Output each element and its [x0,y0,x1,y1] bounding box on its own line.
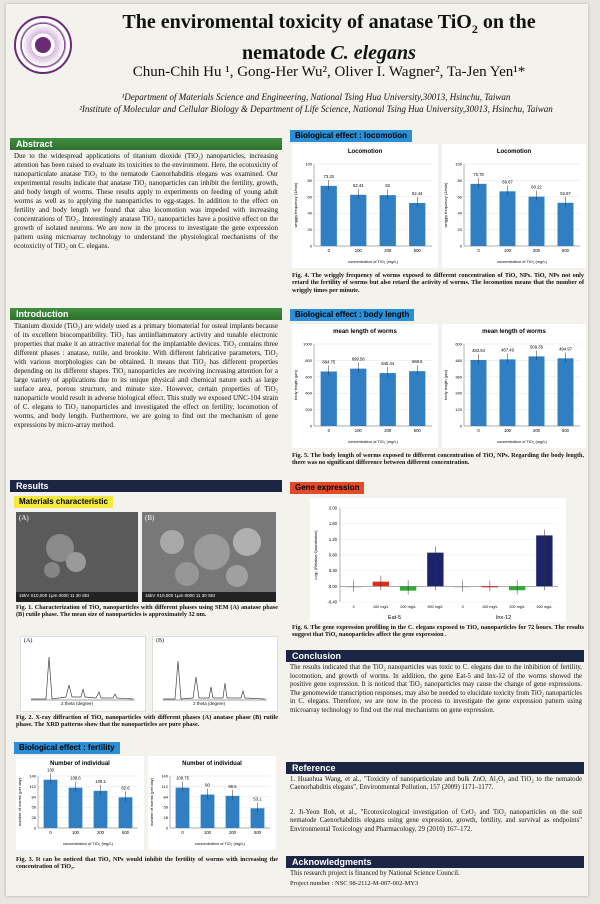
y-tick-label: 0 [309,243,312,249]
x-tick-label: 200 [533,428,540,433]
y-tick-label: 360 [455,374,462,380]
y-tick-label: 0 [459,243,462,249]
x-tick-label: 0 [49,830,52,835]
y-axis-label: Log₂ (Relative Quantitation) [313,530,318,580]
y-tick-label: 84 [163,794,168,800]
data-label: 100.1 [95,778,106,784]
bar [350,369,366,426]
data-label: 60.22 [531,184,542,190]
x-axis-label: concentration of TiO₂ (mg/L) [496,259,548,264]
x-tick-label: 0 [327,428,330,433]
x-tick-label: 0 [181,830,184,835]
sem-footer-a: 15kV X10,000 1μm 0000 11 30 SEI [19,593,90,598]
fertility-chart-right [148,756,276,850]
x-tick-label: 200 [533,248,540,253]
chart-title: mean length of worms [333,329,397,335]
y-tick-label: 0.00 [328,583,337,589]
bodylength-label: Biological effect : body length [290,309,414,321]
locomotion-chart-right-panel [442,144,586,268]
bar [226,796,240,828]
poster [6,4,588,896]
sem-texture-a [16,512,138,602]
data-label: 130 [47,767,54,773]
bar [321,186,337,246]
bar [94,791,108,828]
xrd-a-svg [21,637,145,711]
sem-image-rutile [142,512,276,602]
x-tick-label: 100 [204,830,211,835]
bar [350,195,366,246]
bar [321,371,337,426]
y-axis-label: number of worms (per day) [17,777,22,827]
y-tick-label: 0 [33,825,36,831]
sem-footer-b: 15kV X10,000 1μm 0000 11 30 SEI [145,593,216,598]
y-tick-label: 60 [457,194,462,200]
chart-title: Locomotion [496,149,532,155]
introduction-heading: Introduction [10,308,282,320]
data-label: 62.44 [353,182,364,188]
authors: Chun-Chih Hu ¹, Gong-Her Wu², Oliver I. Wagner², Ta-Jen Yen¹* [132,64,526,80]
y-axis-label: body length (μm) [443,369,448,401]
bar [471,184,487,246]
x-axis-label: concentration of TiO₂ (mg/L) [496,439,548,444]
y-tick-label: 20 [457,227,462,233]
x-tick-label: 100 [72,830,79,835]
y-tick-label: 400 [305,390,312,396]
bar [500,359,516,426]
fig3-caption: Fig. 3. It can be noticed that TiO₂ NPs would inhibit the fertility of worms with increasing the concentration of TiO₂. [16,856,278,871]
affiliation-2: ²Institute of Molecular and Cellular Biology & Department of Life Science, National Tsing Hua University,30013, Hsinchu, Taiwan [79,104,553,114]
y-tick-label: 600 [455,341,462,347]
x-tick-label: 0 [327,248,330,253]
y-tick-label: -0.40 [327,599,337,605]
x-axis-label: concentration of TiO₂ (mg/L) [347,439,399,444]
x-axis-label: concentration of TiO₂ (mg/L) [194,841,246,846]
data-label: 108.75 [176,775,189,781]
x-tick-label: 500 [413,428,421,433]
acknowledgments-heading: Acknowledgments [286,856,584,868]
y-tick-label: 140 [161,773,168,779]
y-tick-label: 0 [165,825,168,831]
xrd-label-b: (B) [156,638,164,644]
x-tick-label: 500 mg/L [427,605,444,609]
chart-title: Locomotion [347,149,383,155]
results-heading: Results [10,480,282,492]
gene-expression-chart [310,498,566,622]
xrd-plot-anatase [20,636,146,712]
xrd-label-a: (A) [24,638,33,644]
bar [409,203,425,246]
xrd-xlabel-a: 2 theta (degree) [61,701,94,706]
y-tick-label: 20 [307,227,312,233]
locomotion-chart-left [292,144,438,268]
data-label: 645.44 [381,361,395,367]
data-label: 73.33 [323,173,334,179]
fertility-chart-left [16,756,144,850]
y-tick-label: 80 [307,177,312,183]
x-tick-label: 500 mg/L [536,605,553,609]
x-axis-label: concentration of TiO₂ (mg/L) [62,841,114,846]
sem-texture-b [142,512,276,602]
gene-expression-chart-panel [310,498,566,622]
poster-title: The enviromental toxicity of anatase TiO$_2$ on the nematode C. elegans [122,11,536,64]
data-label: 483.54 [472,347,485,353]
fig2-caption: Fig. 2. X-ray diffraction of TiO₂ nanoparticles with different phases (A) anatase phase (B) rutile phase. The XRD patterns show that the nanoparticles are pure phase. [16,714,278,729]
x-tick-label: 100 [354,428,362,433]
data-label: 82.6 [121,785,130,791]
bodylength-chart-right-panel [442,324,586,448]
acknowledgments-project: Project number : NSC 98-2112-M-007-002-MY3 [290,880,419,887]
chart-title: Number of individual [50,761,110,767]
bar [558,203,574,246]
y-tick-label: 100 [305,161,312,167]
x-tick-label: 500 [413,248,421,253]
reference-2: 2. Ji-Yeon Roh, et al., "Ecotoxicological investigation of CeO₂ and TiO₂ nanoparticles on the soil nematode Caenorhabditis elegans using gene expression, growth, fertility, and survival as endpoints" Environmental Toxicology and Pharmacology, 29 (2010) 167–172. [290,809,582,833]
locomotion-chart-right [442,144,586,268]
data-label: 66.67 [502,179,513,185]
group-label: Eat-5 [387,615,402,621]
y-tick-label: 800 [305,357,312,363]
bar [176,788,190,828]
x-tick-label: 200 [384,428,392,433]
y-tick-label: 2.00 [328,505,337,511]
y-tick-label: 480 [455,357,462,363]
bar [529,356,545,426]
y-tick-label: 40 [307,210,312,216]
bar [119,797,133,828]
y-tick-label: 0.40 [328,568,337,574]
materials-characteristic-label: Materials characteristic [14,496,113,508]
data-label: 509.35 [530,344,543,350]
bar [558,358,574,426]
x-tick-label: 200 [384,248,392,253]
abstract-heading: Abstract [10,138,282,150]
x-tick-label: 0 [461,605,464,609]
abstract-text: Due to the widespread applications of titanium dioxide (TiO₂) nanoparticles, increasing attention has been raised to evaluate its toxicities to the environment. Here, the ecotoxicity of nanoparticulate anatase TiO₂ to the nematode Caenorhabditis elegans was examined. Our experimental results indicate that anatase TiO₂ nanoparticles can inhibit the fertility, growth, and body length of worms. These results apply to experiments on feeding of young adult worms as well as to applying the nanoparticles to egg-stages. In addition to the effect on fertility and body length we found that also locomotion was impeded with increasing concentrations of TiO₂. Interestingly anatase TiO₂ nanoparticles have a positive effect on the growth of isolated neurons. We are now in the process to investigate the gene expression pattern using microarray technology to understand the physiological mechanisms of the ecotoxicity of TiO₂ on C. elegans. [14,152,278,250]
y-tick-label: 1.60 [328,521,337,527]
y-axis-label: wriggly frequency (1/min) [293,182,298,228]
bar [201,795,215,828]
y-tick-label: 120 [455,407,462,413]
xrd-xlabel-b: 2 theta (degree) [193,701,226,706]
data-label: 52.67 [560,190,571,196]
gene-expression-label: Gene expression [290,482,364,494]
y-tick-label: 240 [455,390,462,396]
sem-image-anatase [16,512,138,602]
bodylength-chart-left [292,324,438,448]
y-tick-label: 0 [459,423,462,429]
y-tick-label: 56 [31,804,36,810]
x-tick-label: 200 [229,830,236,835]
x-tick-label: 200 [97,830,104,835]
x-tick-label: 100 [354,248,362,253]
fig4-caption: Fig. 4. The wriggly frequency of worms exposed to different concentration of TiO₂ NPs. TiO₂ NPs not only retard the fertility of worms but also retard the activity of worms. The locomotion means that the number of wriggly times per minute. [292,272,584,294]
x-tick-label: 100 [504,428,511,433]
data-label: 699.56 [351,356,365,362]
bar [500,191,516,246]
x-tick-label: 100 [504,248,511,253]
bar [380,373,396,426]
data-label: 494.97 [559,346,572,352]
x-tick-label: 0 [477,428,480,433]
y-tick-label: 28 [163,815,168,821]
bar [471,360,487,426]
y-tick-label: 140 [29,773,36,779]
data-label: 90 [205,782,210,788]
x-tick-label: 200 mg/L [509,605,526,609]
y-tick-label: 112 [161,783,168,789]
x-tick-label: 100 mg/L [481,605,498,609]
data-label: 86.5 [228,783,237,789]
data-label: 52.44 [412,190,423,196]
x-tick-label: 500 [562,248,569,253]
y-tick-label: 200 [305,407,312,413]
locomotion-label: Biological effect : locomotion [290,130,412,142]
y-tick-label: 112 [29,783,36,789]
conclusion-text: The results indicated that the TiO₂ nanoparticles was toxic to C. elegans due to the inhibition of fertility, locomotion, and growth of worms. In addition, the gene Eat-5 and Inx-12 of the worms showed the positive gene expression. It is noticed that TiO₂ nanoparticles may cause the change of gene expressions. The genomewide transcription responses, may also be needed to elucidate toxicity from TiO₂ nanoparticles in C. elegans. Therefore, we are now in the process to investigate the gene expression pattern using microarray technology to find out the real mechanisms on gene expression. [290,664,582,714]
data-label: 487.49 [501,347,514,353]
conclusion-heading: Conclusion [286,650,584,662]
y-axis-label: wriggly frequency (1/min) [443,182,448,228]
bodylength-chart-left-panel [292,324,438,448]
fertility-chart-right-panel [148,756,276,850]
affiliation-1: ¹Department of Materials Science and Engineering, National Tsing Hua University,30013, Hsinchu, Taiwan [121,92,511,102]
y-tick-label: 80 [457,177,462,183]
data-label: 664.75 [322,359,336,365]
acknowledgments-text: This research project is financed by National Science Council. [290,870,460,877]
y-tick-label: 56 [163,804,168,810]
bar [529,197,545,246]
bar [44,780,58,828]
x-tick-label: 500 [122,830,129,835]
fertility-chart-left-panel [16,756,144,850]
data-label: 62 [385,183,391,189]
bodylength-chart-right [442,324,586,448]
y-tick-label: 1.20 [328,536,337,542]
fig5-caption: Fig. 5. The body length of worms exposed to different concentration of TiO₂ NPs. Regarding the body length, there was no significant difference between different concentration. [292,452,584,467]
y-tick-label: 28 [31,815,36,821]
bar [380,195,396,246]
y-tick-label: 0.80 [328,552,337,558]
bar [409,371,425,426]
xrd-b-svg [153,637,277,711]
y-tick-label: 600 [305,374,312,380]
introduction-text: Titanium dioxide (TiO₂) are widely used as a primary biomaterial for osteal implants because of its excellent biocompatibility. TiO₂ has antiinflammatory activity and tunable electronic properties that make it an attractive material for the implantable devices. TiO₂ contains three different phases : anatase, rutile, and brookite. With different fabricative parameters, TiO₂ with various morphologies can be obtained. It means that TiO₂ has different properties depending on its different shapes. TiO₂ nanoparticles are receiving increasing attention for a large variety of applications due to its unique physical and chemical nature such as large surface area, porous structure, and minute size. However, certain properties of TiO₂ nanoparticle would result in adverse biological effect. This study we exposed UNC-104 strain of C. elegans to TiO₂ nanoparticles and investigated the effect on fertility, locomotion of worms, and body length. Furthermore, we are going to find out the mechanism of gene expressions by micro-array method. [14,322,278,429]
x-tick-label: 200 mg/L [400,605,417,609]
chart-title: Number of individual [182,761,242,767]
locomotion-chart-left-panel [292,144,438,268]
x-tick-label: 100 mg/L [372,605,389,609]
sem-label-a: (A) [19,514,29,522]
y-tick-label: 40 [457,210,462,216]
bar [69,788,83,828]
fig6-caption: Fig. 6. The gene expression profiling in the C. elegans exposed to TiO₂ nanoparticles for 72 hours. The results suggest that TiO₂ nanoparticles affect the gene expression . [292,624,584,639]
data-label: 668.6 [412,359,423,365]
university-seal-logo [14,16,72,74]
x-tick-label: 0 [352,605,355,609]
y-tick-label: 100 [455,161,462,167]
data-label: 53.1 [253,796,262,802]
sem-label-b: (B) [145,514,155,522]
reference-heading: Reference [286,762,584,774]
y-tick-label: 60 [307,194,312,200]
data-label: 108.6 [70,775,81,781]
group-label: Inx-12 [495,615,512,621]
xrd-plot-rutile [152,636,278,712]
x-tick-label: 0 [477,248,480,253]
fertility-label: Biological effect : fertility [14,742,120,754]
reference-1: 1. Huanhua Wang, et al., "Toxicity of nanoparticulate and bulk ZnO, Al₂O₃ and TiO₂ to the nematode Caenorhabditis elegans", Environmental Pollution, 157 (2009) 1171–1177. [290,776,582,792]
data-label: 75.78 [473,171,484,177]
x-tick-label: 500 [562,428,569,433]
y-axis-label: body length (μm) [293,369,298,401]
y-tick-label: 84 [31,794,36,800]
y-axis-label: number of worms (per day) [149,777,154,827]
x-tick-label: 500 [254,830,261,835]
y-tick-label: 0 [309,423,312,429]
fig1-caption: Fig. 1. Characterization of TiO₂ nanoparticles with different phases using SEM (A) anatase phase (B) rutile phase. The mean size of nanoparticles is approximately 32 nm. [16,604,278,619]
x-axis-label: concentration of TiO₂ (mg/L) [347,259,399,264]
chart-title: mean length of worms [482,329,546,335]
y-tick-label: 1000 [303,341,312,347]
